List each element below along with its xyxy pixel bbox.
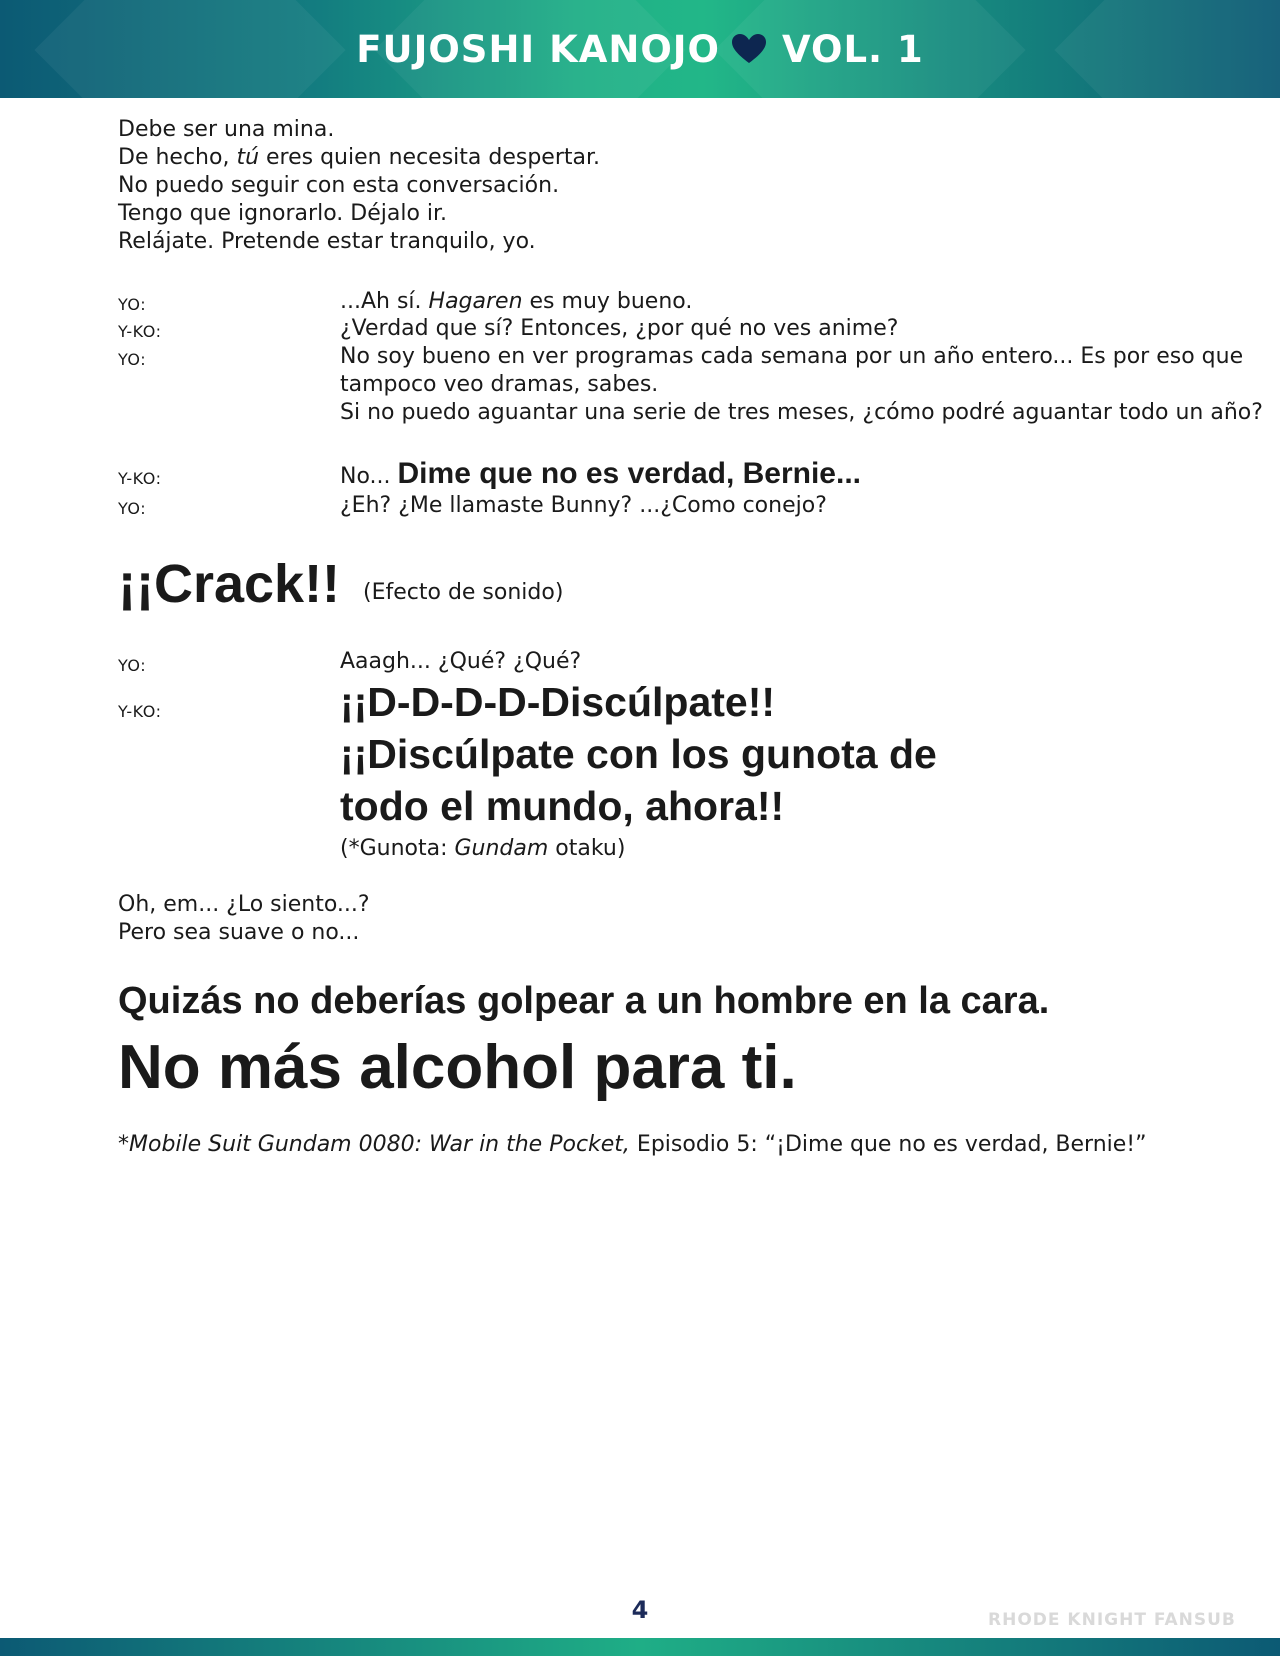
- heart-icon: [732, 30, 766, 74]
- speaker-label: YO:: [118, 656, 147, 675]
- book-title: [0, 28, 1280, 74]
- dialogue-line: ¿Eh? ¿Me llamaste Bunny? ...¿Como conejo?: [340, 493, 827, 518]
- page-number: 4: [631, 1596, 649, 1624]
- sfx-note: (Efecto de sonido): [363, 580, 564, 605]
- text-line: Relájate. Pretende estar tranquilo, yo.: [118, 229, 536, 254]
- shout-text: Dime que no es verdad, Bernie...: [397, 457, 861, 490]
- text-span: De hecho,: [118, 145, 237, 170]
- speaker-label: Y-KO:: [118, 322, 162, 341]
- dialogue-line: [340, 676, 1280, 864]
- translator-note: [340, 834, 1280, 864]
- text-line: Si no puedo aguantar una serie de tres meses, ¿cómo podré aguantar todo un año?: [340, 400, 1263, 425]
- fansub-credit: RHODE KNIGHT FANSUB: [988, 1610, 1236, 1630]
- speaker-label: Y-KO:: [118, 469, 162, 488]
- page-header: [0, 0, 1280, 98]
- speaker-label: YO:: [118, 295, 147, 314]
- footer-bar: [0, 1638, 1280, 1656]
- sfx-word: ¡¡Crack!!: [118, 554, 341, 614]
- intro-paragraph: [118, 116, 600, 256]
- text-line: Oh, em... ¿Lo siento...?: [118, 892, 370, 917]
- footnote-text: Episodio 5: “¡Dime que no es verdad, Bernie!”: [629, 1132, 1147, 1157]
- text-span: No...: [340, 464, 398, 489]
- outro-paragraph: [118, 891, 370, 947]
- speaker-label: Y-KO:: [118, 702, 162, 721]
- text-span: ...Ah sí.: [340, 289, 429, 314]
- speaker-label: YO:: [118, 350, 147, 369]
- footnote: [118, 1131, 1168, 1159]
- shout-text: ¡¡Discúlpate con los gunota de: [340, 731, 937, 777]
- text-span: es muy bueno.: [522, 289, 693, 314]
- emphasis-line-large: No más alcohol para ti.: [118, 1033, 797, 1102]
- shout-text: ¡¡D-D-D-D-Discúlpate!!: [340, 679, 776, 725]
- dialogue-line: [340, 456, 1280, 495]
- sound-effect: [118, 552, 1168, 622]
- dialogue-line: Aaagh... ¿Qué? ¿Qué?: [340, 649, 582, 674]
- text-span: eres quien necesita despertar.: [259, 145, 601, 170]
- emphasis-line: Quizás no deberías golpear a un hombre en la cara.: [118, 980, 1050, 1022]
- footnote-title: *Mobile Suit Gundam 0080: War in the Pocket,: [118, 1132, 630, 1157]
- speaker-label: YO:: [118, 499, 147, 518]
- text-span: (*Gunota:: [340, 836, 455, 861]
- emphasis: tú: [236, 145, 260, 170]
- text-line: [118, 144, 600, 172]
- series-title: FUJOSHI KANOJO: [356, 28, 721, 71]
- text-line: No soy bueno en ver programas cada semana por un año entero... Es por eso que tampoco veo dramas, sabes.: [340, 344, 1244, 397]
- dialogue-line: [340, 288, 1280, 316]
- shout-text: todo el mundo, ahora!!: [340, 783, 785, 829]
- text-line: Pero sea suave o no...: [118, 920, 360, 945]
- emphasis: Hagaren: [428, 289, 523, 314]
- emphasis: Gundam: [454, 836, 549, 861]
- dialogue-line: ¿Verdad que sí? Entonces, ¿por qué no ves anime?: [340, 316, 899, 341]
- volume-label: VOL. 1: [782, 28, 924, 71]
- text-line: No puedo seguir con esta conversación.: [118, 173, 560, 198]
- text-line: Tengo que ignorarlo. Déjalo ir.: [118, 201, 448, 226]
- text-span: otaku): [548, 836, 626, 861]
- text-line: Debe ser una mina.: [118, 117, 335, 142]
- dialogue-line: [340, 343, 1280, 427]
